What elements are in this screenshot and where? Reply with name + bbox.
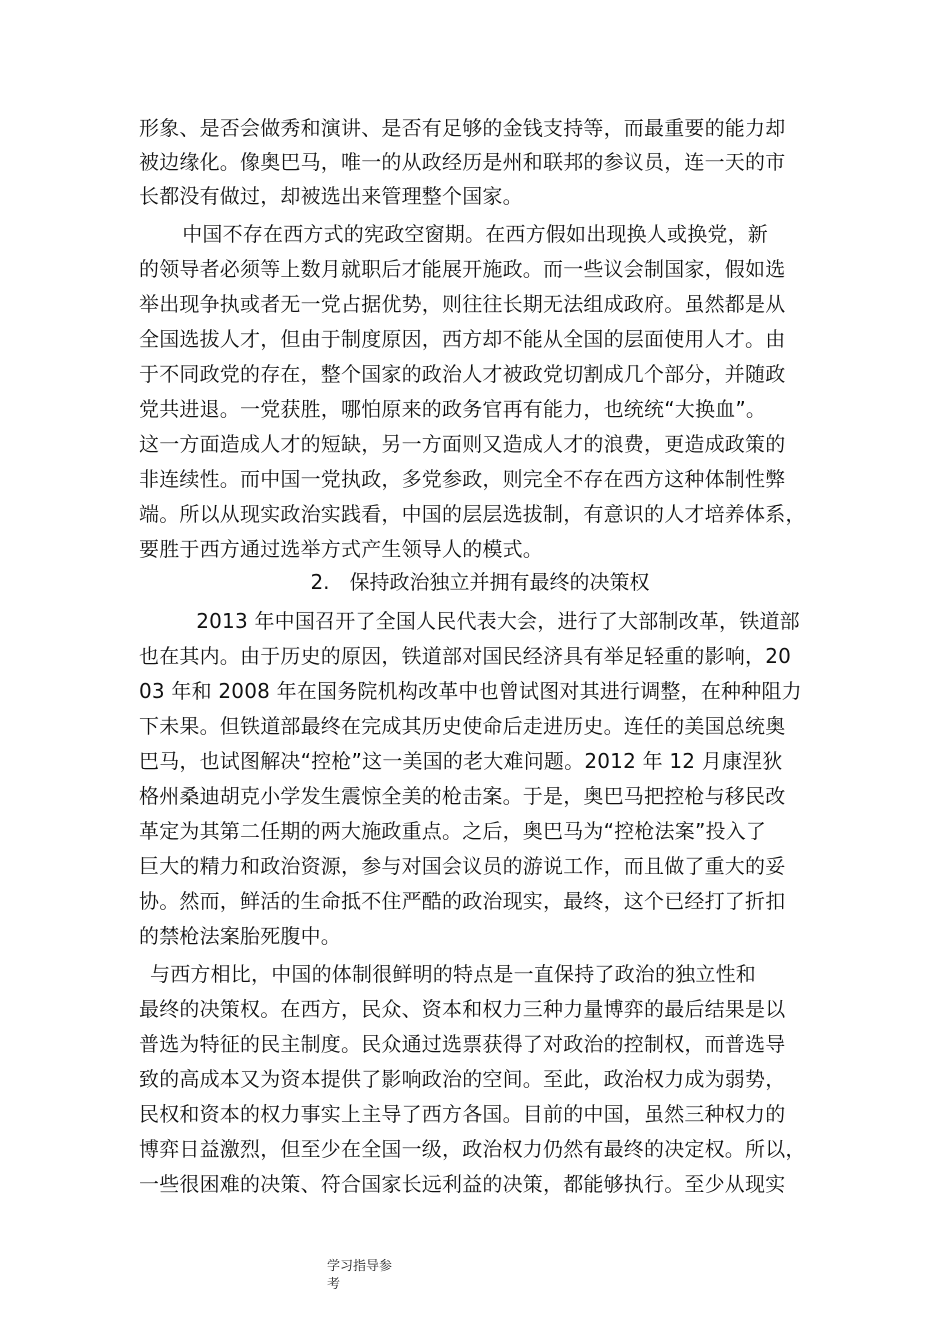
paragraph-2-line-2: 的领导者必须等上数月就职后才能展开施政。而一些议会制国家，假如选	[139, 257, 786, 281]
paragraph-3-line-2: 也在其内。由于历史的原因，铁道部对国民经济具有举足轻重的影响，20	[139, 644, 792, 668]
paragraph-2-line-5: 于不同政党的存在，整个国家的政治人才被政党切割成几个部分，并随政	[139, 362, 786, 386]
paragraph-3-line-10: 的禁枪法案胎死腹中。	[139, 924, 341, 948]
paragraph-3-line-1: 2013 年中国召开了全国人民代表大会，进行了大部制改革，铁道部	[176, 609, 800, 633]
paragraph-4-line-5: 民权和资本的权力事实上主导了西方各国。目前的中国，虽然三种权力的	[139, 1102, 786, 1126]
paragraph-3-line-6: 格州桑迪胡克小学发生震惊全美的枪击案。于是，奥巴马把控枪与移民改	[139, 784, 786, 808]
paragraph-2-line-3: 举出现争执或者无一党占据优势，则往往长期无法组成政府。虽然都是从	[139, 292, 786, 316]
paragraph-2-line-7: 这一方面造成人才的短缺，另一方面则又造成人才的浪费，更造成政策的	[139, 432, 786, 456]
paragraph-1-line-2: 被边缘化。像奥巴马，唯一的从政经历是州和联邦的参议员，连一天的市	[139, 150, 786, 174]
paragraph-4-line-2: 最终的决策权。在西方，民众、资本和权力三种力量博弈的最后结果是以	[139, 997, 786, 1021]
page-footer	[327, 1258, 417, 1294]
paragraph-4-line-7: 一些很困难的决策、符合国家长远利益的决策，都能够执行。至少从现实	[139, 1172, 786, 1196]
paragraph-1-line-1: 形象、是否会做秀和演讲、是否有足够的金钱支持等，而最重要的能力却	[139, 116, 786, 140]
paragraph-2-line-10: 要胜于西方通过选举方式产生领导人的模式。	[139, 537, 543, 561]
paragraph-2-line-6: 党共进退。一党获胜，哪怕原来的政务官再有能力，也统统“大换血”。	[139, 397, 767, 421]
paragraph-4-line-3: 普选为特征的民主制度。民众通过选票获得了对政治的控制权，而普选导	[139, 1032, 786, 1056]
paragraph-3-line-3: 03 年和 2008 年在国务院机构改革中也曾试图对其进行调整，在种种阻力	[139, 679, 802, 703]
paragraph-3-line-5: 巴马，也试图解决“控枪”这一美国的老大难问题。2012 年 12 月康涅狄	[139, 749, 783, 773]
paragraph-2-line-4: 全国选拔人才，但由于制度原因，西方却不能从全国的层面使用人才。由	[139, 327, 786, 351]
paragraph-2-line-1: 中国不存在西方式的宪政空窗期。在西方假如出现换人或换党，新	[162, 222, 768, 246]
footer-line-1: 学习指导参	[327, 1259, 393, 1274]
paragraph-3-line-8: 巨大的精力和政治资源，参与对国会议员的游说工作，而且做了重大的妥	[139, 854, 786, 878]
footer-line-2: 考	[327, 1277, 341, 1292]
paragraph-4-line-1: 与西方相比，中国的体制很鲜明的特点是一直保持了政治的独立性和	[150, 962, 756, 986]
paragraph-3-line-9: 协。然而，鲜活的生命抵不住严酷的政治现实，最终，这个已经打了折扣	[139, 889, 786, 913]
paragraph-3-line-7: 革定为其第二任期的两大施政重点。之后，奥巴马为“控枪法案”投入了	[139, 819, 767, 843]
paragraph-4-line-6: 博弈日益激烈，但至少在全国一级，政治权力仍然有最终的决定权。所以，	[139, 1137, 806, 1161]
paragraph-3-line-4: 下未果。但铁道部最终在完成其历史使命后走进历史。连任的美国总统奥	[139, 714, 786, 738]
paragraph-2-line-8: 非连续性。而中国一党执政，多党参政，则完全不存在西方这种体制性弊	[139, 467, 786, 491]
section-heading: 2. 保持政治独立并拥有最终的决策权	[310, 570, 650, 594]
paragraph-2-line-9: 端。所以从现实政治实践看，中国的层层选拔制，有意识的人才培养体系，	[139, 502, 806, 526]
paragraph-1-line-3: 长都没有做过，却被选出来管理整个国家。	[139, 184, 523, 208]
paragraph-4-line-4: 致的高成本又为资本提供了影响政治的空间。至此，政治权力成为弱势，	[139, 1067, 786, 1091]
